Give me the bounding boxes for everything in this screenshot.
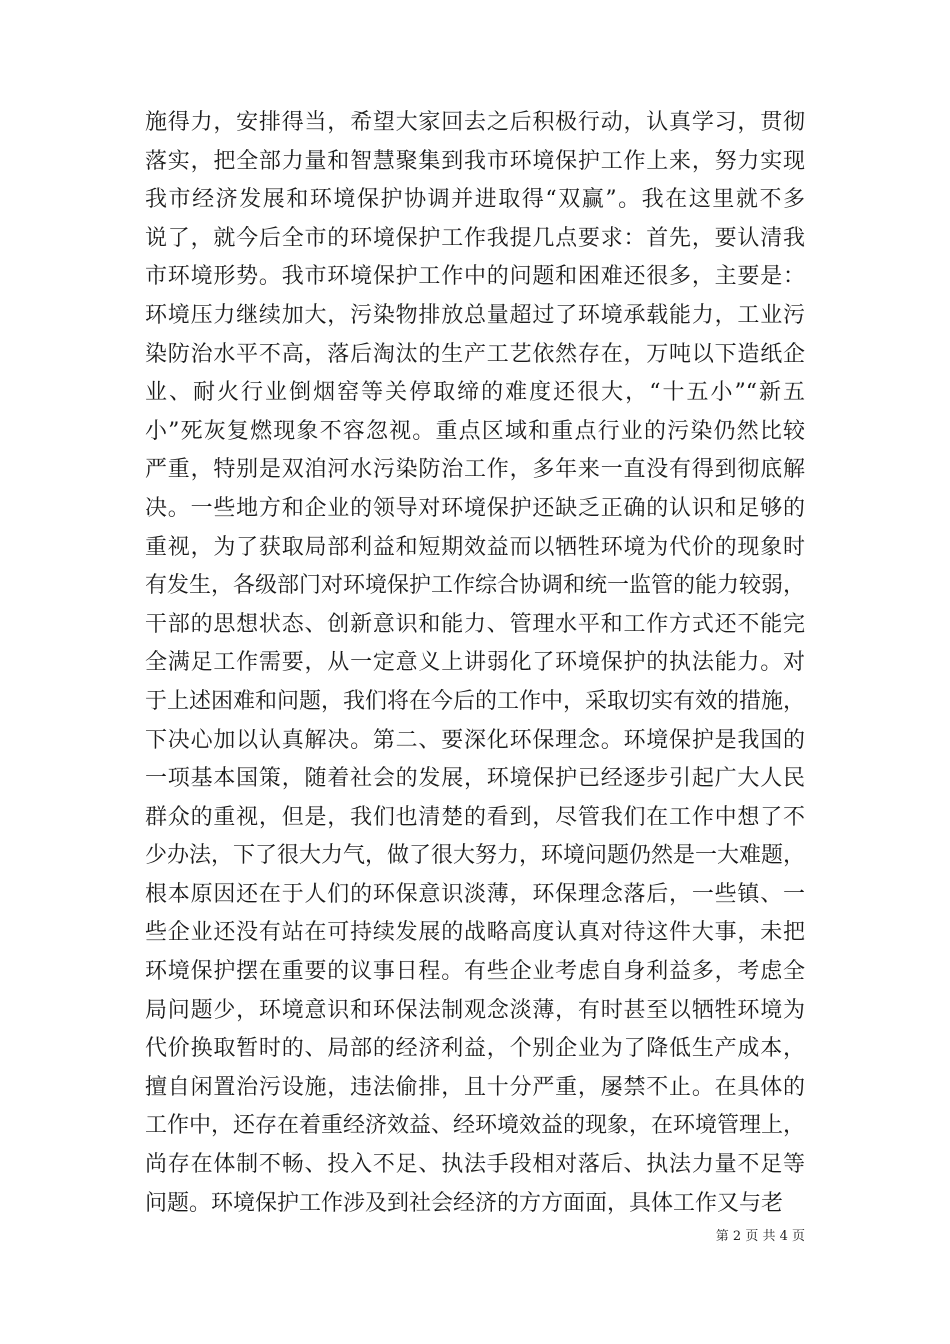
text-line: 代价换取暂时的、局部的经济利益，个别企业为了降低生产成本， [145,1036,805,1062]
body-text [145,104,805,1223]
text-line: 业、耐火行业倒烟窑等关停取缔的难度还很大，“十五小”“新五 [145,380,805,406]
text-line: 说了，就今后全市的环境保护工作我提几点要求：首先，要认清我 [145,225,805,251]
text-line: 染防治水平不高，落后淘汰的生产工艺依然存在，万吨以下造纸企 [145,341,805,367]
text-line: 一项基本国策，随着社会的发展，环境保护已经逐步引起广大人民 [145,766,805,792]
text-line: 工作中，还存在着重经济效益、经环境效益的现象，在环境管理上， [145,1113,805,1139]
text-line: 问题。环境保护工作涉及到社会经济的方方面面，具体工作又与老 [145,1190,784,1216]
text-line: 干部的思想状态、创新意识和能力、管理水平和工作方式还不能完 [145,611,805,637]
text-line: 落实，把全部力量和智慧聚集到我市环境保护工作上来，努力实现 [145,148,805,174]
text-line: 些企业还没有站在可持续发展的战略高度认真对待这件大事，未把 [145,920,805,946]
text-line: 我市经济发展和环境保护协调并进取得“双赢”。我在这里就不多 [145,187,805,213]
text-line: 重视，为了获取局部利益和短期效益而以牺牲环境为代价的现象时 [145,534,805,560]
text-line: 严重，特别是双洎河水污染防治工作，多年来一直没有得到彻底解 [145,457,805,483]
text-line: 环境保护摆在重要的议事日程。有些企业考虑自身利益多，考虑全 [145,959,805,985]
text-line: 小”死灰复燃现象不容忽视。重点区域和重点行业的污染仍然比较 [145,418,805,444]
text-line: 于上述困难和问题，我们将在今后的工作中，采取切实有效的措施， [145,688,805,714]
text-line: 少办法，下了很大力气，做了很大努力，环境问题仍然是一大难题， [145,843,805,869]
text-line: 施得力，安排得当，希望大家回去之后积极行动，认真学习，贯彻 [145,110,805,135]
page-number-footer: 第 2 页 共 4 页 [715,1229,805,1244]
text-line: 群众的重视，但是，我们也清楚的看到，尽管我们在工作中想了不 [145,804,805,830]
text-line: 尚存在体制不畅、投入不足、执法手段相对落后、执法力量不足等 [145,1152,805,1178]
text-line: 擅自闲置治污设施，违法偷排，且十分严重，屡禁不止。在具体的 [145,1074,805,1100]
text-line: 市环境形势。我市环境保护工作中的问题和困难还很多，主要是： [145,264,805,290]
text-line: 根本原因还在于人们的环保意识淡薄，环保理念落后，一些镇、一 [145,881,805,907]
text-line: 环境压力继续加大，污染物排放总量超过了环境承载能力，工业污 [145,302,805,328]
text-line: 局问题少，环境意识和环保法制观念淡薄，有时甚至以牺牲环境为 [145,997,805,1023]
text-line: 全满足工作需要，从一定意义上讲弱化了环境保护的执法能力。对 [145,650,805,676]
text-line: 有发生，各级部门对环境保护工作综合协调和统一监管的能力较弱， [145,573,805,599]
text-line: 下决心加以认真解决。第二、要深化环保理念。环境保护是我国的 [145,727,805,753]
text-line: 决。一些地方和企业的领导对环境保护还缺乏正确的认识和足够的 [145,495,805,521]
